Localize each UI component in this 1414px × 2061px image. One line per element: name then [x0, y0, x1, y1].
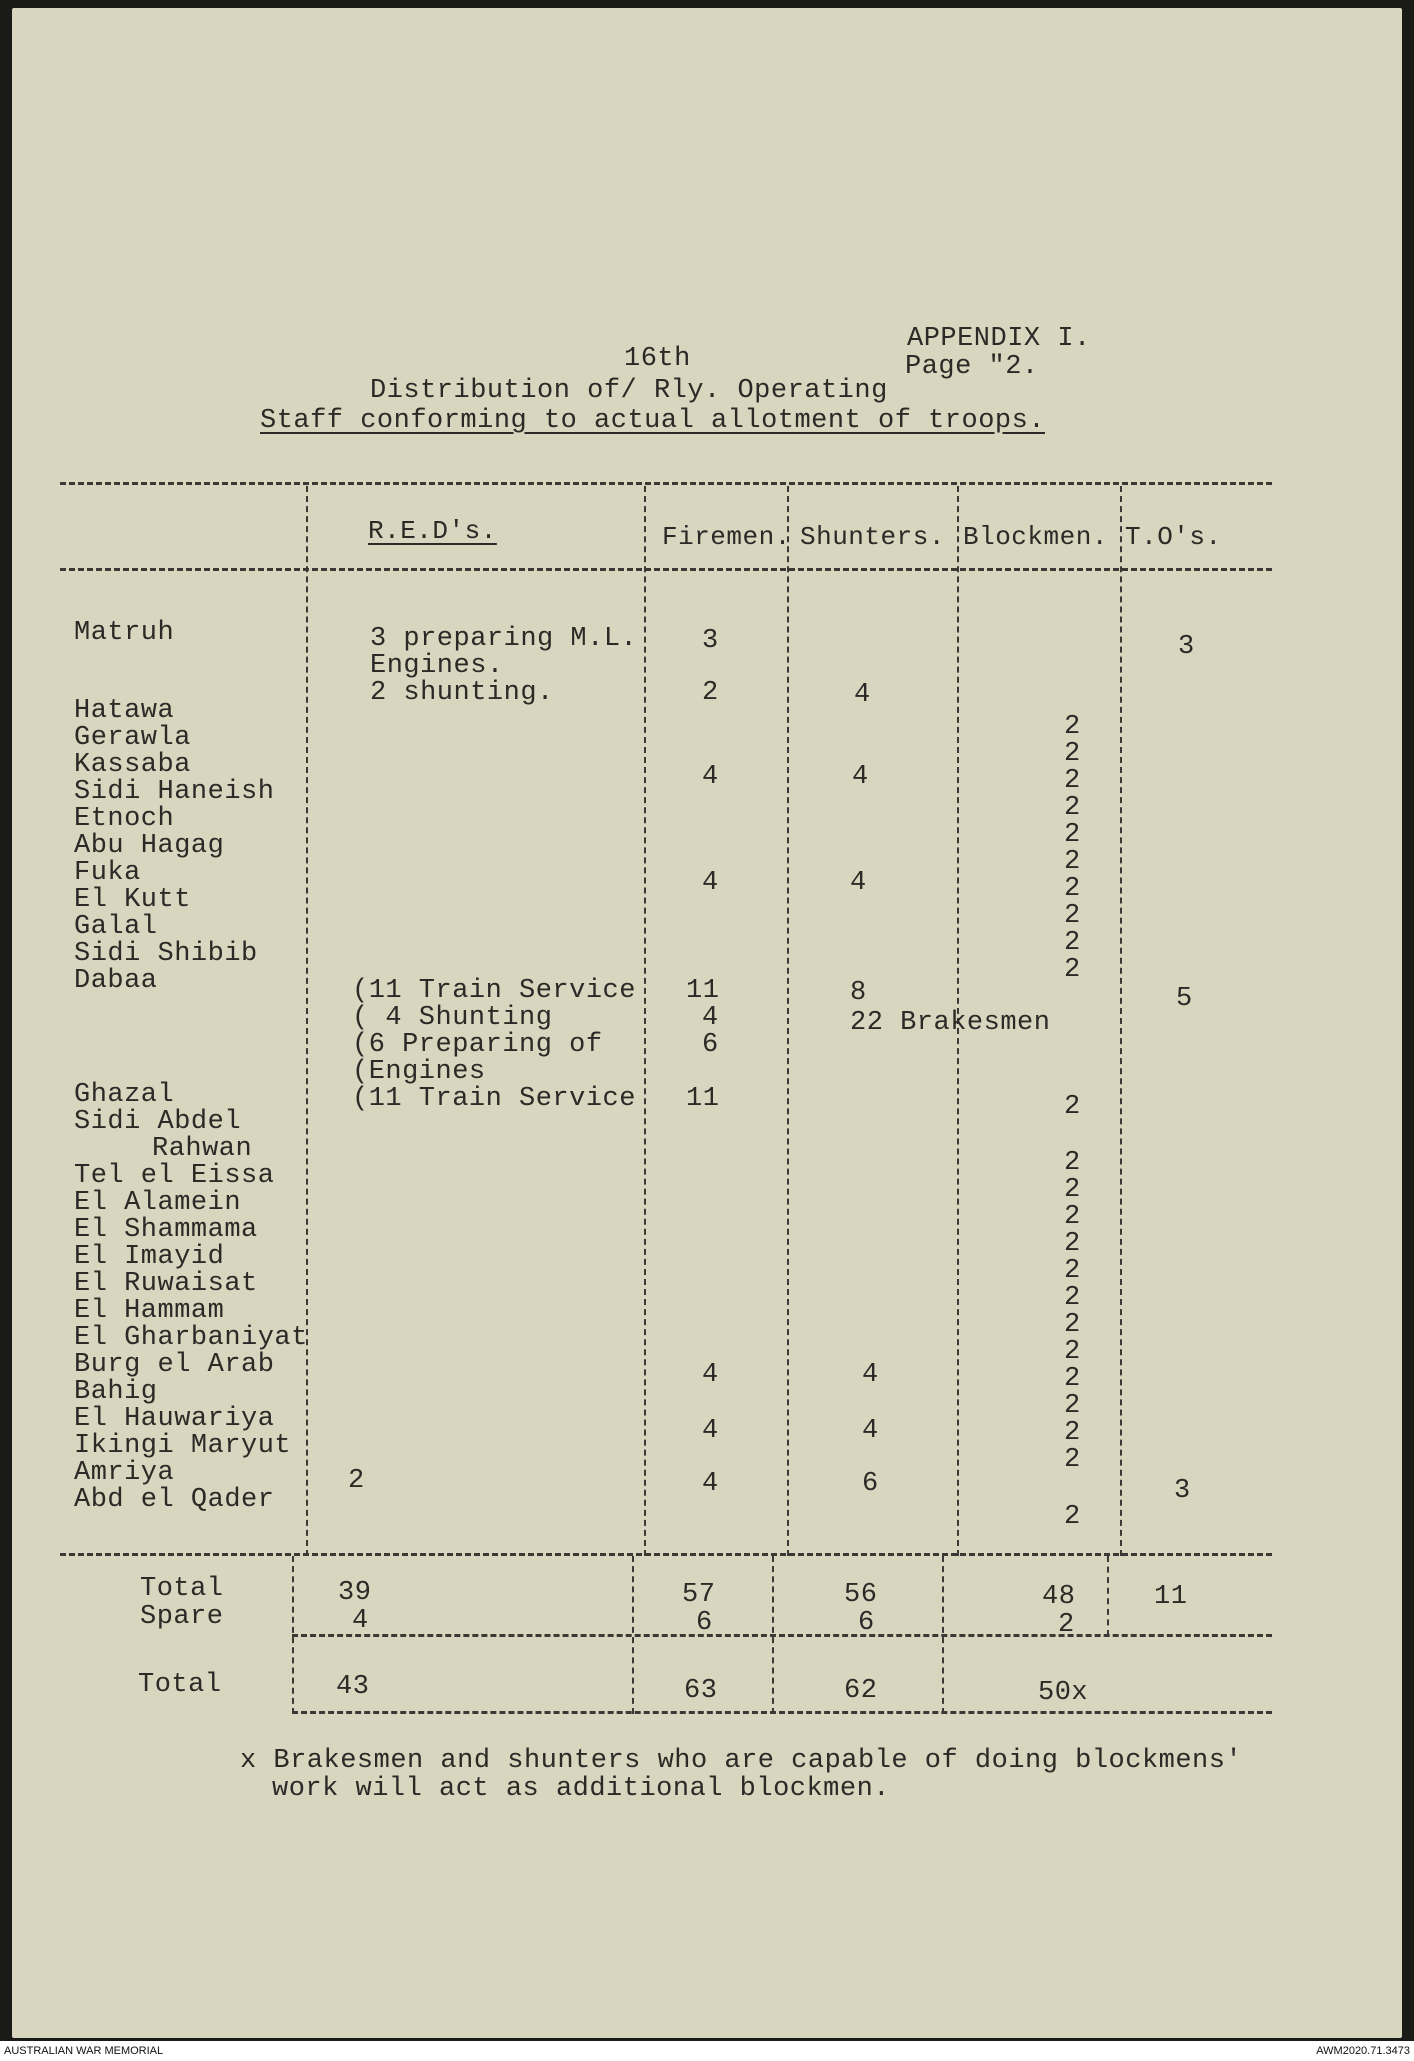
firemen-value: 4	[702, 868, 719, 898]
station-name: Etnoch	[74, 804, 175, 834]
station-name: Sidi Shibib	[74, 939, 258, 969]
blockmen-value: 2	[1064, 820, 1081, 850]
spare-value: 4	[352, 1606, 369, 1636]
blockmen-value: 2	[1064, 1175, 1081, 1205]
firemen-value: 4	[702, 762, 719, 792]
station-name: Fuka	[74, 858, 141, 888]
station-name: Kassaba	[74, 750, 191, 780]
tos-value: 3	[1178, 632, 1195, 662]
totals-rule-3	[772, 1556, 774, 1714]
shunters-value: 4	[854, 680, 871, 710]
red-note: ( 4 Shunting	[352, 1003, 553, 1033]
totals-rule-4	[942, 1556, 944, 1714]
spare-value: 6	[858, 1608, 875, 1638]
header-bottom-rule	[60, 568, 1272, 571]
firemen-value: 4	[702, 1416, 719, 1446]
shunters-value: 6	[862, 1469, 879, 1499]
appendix-label: APPENDIX I.	[907, 324, 1091, 354]
station-name: El Hauwariya	[74, 1404, 275, 1434]
station-name: Bahig	[74, 1377, 158, 1407]
firemen-value: 4	[702, 1003, 719, 1033]
station-name: El Alamein	[74, 1188, 242, 1218]
footer-institution: AUSTRALIAN WAR MEMORIAL	[4, 2045, 164, 2057]
shunters-value: 4	[862, 1360, 879, 1390]
page-number: Page "2.	[905, 352, 1039, 382]
shunters-value: 4	[862, 1416, 879, 1446]
firemen-value: 4	[702, 1360, 719, 1390]
red-note: Engines.	[370, 651, 504, 681]
totals-rule-5	[1107, 1556, 1109, 1636]
blockmen-value: 2	[1064, 712, 1081, 742]
totals-rule-2	[632, 1556, 634, 1714]
col-rule-5	[1120, 486, 1122, 1556]
red-note: (11 Train Service	[352, 1084, 636, 1114]
title-ordinal: 16th	[624, 344, 691, 374]
grand-total-value: 63	[684, 1676, 718, 1706]
blockmen-value: 2	[1064, 1310, 1081, 1340]
spare-value: 2	[1058, 1610, 1075, 1640]
spare-rule	[292, 1634, 1272, 1637]
station-name: Sidi Abdel	[74, 1107, 242, 1137]
red-note: (6 Preparing of	[352, 1030, 603, 1060]
grand-total-value: 43	[336, 1672, 370, 1702]
blockmen-value: 2	[1064, 1445, 1081, 1475]
col-header-tos: T.O's.	[1125, 522, 1222, 552]
total-value: 56	[844, 1580, 878, 1610]
footnote-line-2: work will act as additional blockmen.	[272, 1774, 890, 1804]
total-value: 48	[1042, 1582, 1076, 1612]
red-note: 2	[348, 1466, 365, 1496]
spare-label: Spare	[140, 1602, 224, 1632]
station-name: Hatawa	[74, 696, 175, 726]
blockmen-value: 2	[1064, 1229, 1081, 1259]
blockmen-value: 2	[1064, 1391, 1081, 1421]
blockmen-value: 2	[1064, 901, 1081, 931]
total-label: Total	[140, 1574, 224, 1604]
spare-value: 6	[696, 1608, 713, 1638]
station-name: Galal	[74, 912, 158, 942]
station-name: Burg el Arab	[74, 1350, 275, 1380]
shunters-value: 4	[852, 762, 869, 792]
red-note: 3 preparing M.L.	[370, 624, 638, 654]
blockmen-value: 2	[1064, 955, 1081, 985]
station-name: El Gharbaniyat	[74, 1323, 308, 1353]
station-name: Abu Hagag	[74, 831, 225, 861]
firemen-value: 11	[686, 1084, 720, 1114]
shunters-value: 4	[850, 868, 867, 898]
col-header-firemen: Firemen.	[662, 522, 791, 552]
red-note: (Engines	[352, 1057, 486, 1087]
firemen-value: 3	[702, 626, 719, 656]
blockmen-value: 2	[1064, 1092, 1081, 1122]
firemen-value: 4	[702, 1469, 719, 1499]
station-name: Abd el Qader	[74, 1485, 275, 1515]
station-name: El Kutt	[74, 885, 191, 915]
blockmen-value: 2	[1064, 1256, 1081, 1286]
station-name: Rahwan	[152, 1134, 253, 1164]
firemen-value: 11	[686, 976, 720, 1006]
totals-rule-1	[292, 1556, 294, 1714]
grand-total-value: 50x	[1038, 1678, 1089, 1708]
archive-footer	[0, 2041, 1414, 2061]
blockmen-value: 2	[1064, 1418, 1081, 1448]
station-name: Sidi Haneish	[74, 777, 275, 807]
col-rule-2	[644, 486, 646, 1556]
tos-value: 5	[1176, 984, 1193, 1014]
blockmen-value: 2	[1064, 928, 1081, 958]
grand-total-value: 62	[844, 1676, 878, 1706]
shunters-value: 8	[850, 978, 867, 1008]
document-page	[12, 8, 1402, 2038]
footer-accession-number: AWM2020.71.3473	[1316, 2045, 1410, 2057]
red-note: 2 shunting.	[370, 678, 554, 708]
blockmen-value: 2	[1064, 739, 1081, 769]
col-rule-3	[787, 486, 789, 1556]
blockmen-value: 2	[1064, 874, 1081, 904]
firemen-value: 2	[702, 678, 719, 708]
blockmen-value: 2	[1064, 766, 1081, 796]
blockmen-value: 2	[1064, 1364, 1081, 1394]
station-name: Amriya	[74, 1458, 175, 1488]
col-header-blockmen: Blockmen.	[963, 522, 1108, 552]
blockmen-value: 2	[1064, 1148, 1081, 1178]
blockmen-value: 2	[1064, 1337, 1081, 1367]
tos-value: 3	[1174, 1476, 1191, 1506]
blockmen-value: 2	[1064, 793, 1081, 823]
table-bottom-rule	[292, 1711, 1272, 1714]
station-name: Dabaa	[74, 966, 158, 996]
total-value: 11	[1154, 1582, 1188, 1612]
body-bottom-rule	[60, 1553, 1272, 1556]
blockmen-value: 2	[1064, 1502, 1081, 1532]
col-header-shunters: Shunters.	[800, 522, 945, 552]
grand-total-label: Total	[138, 1670, 222, 1700]
total-value: 39	[338, 1578, 372, 1608]
station-name: Matruh	[74, 618, 175, 648]
title-line-1: Distribution of/ Rly. Operating	[370, 376, 888, 406]
brakesmen-note: 22 Brakesmen	[850, 1008, 1051, 1038]
station-name: Gerawla	[74, 723, 191, 753]
blockmen-value: 2	[1064, 1202, 1081, 1232]
col-header-reds: R.E.D's.	[368, 516, 497, 546]
title-line-2: Staff conforming to actual allotment of troops.	[260, 406, 1046, 436]
red-note: (11 Train Service	[352, 976, 636, 1006]
station-name: El Ruwaisat	[74, 1269, 258, 1299]
station-name: Ghazal	[74, 1080, 175, 1110]
blockmen-value: 2	[1064, 1283, 1081, 1313]
firemen-value: 6	[702, 1030, 719, 1060]
station-name: El Hammam	[74, 1296, 225, 1326]
total-value: 57	[682, 1580, 716, 1610]
station-name: Ikingi Maryut	[74, 1431, 292, 1461]
station-name: El Imayid	[74, 1242, 225, 1272]
station-name: Tel el Eissa	[74, 1161, 275, 1191]
blockmen-value: 2	[1064, 847, 1081, 877]
station-name: El Shammama	[74, 1215, 258, 1245]
col-rule-1	[306, 486, 308, 1556]
table-top-rule	[60, 482, 1272, 485]
footnote-line-1: x Brakesmen and shunters who are capable of doing blockmens'	[240, 1746, 1243, 1776]
